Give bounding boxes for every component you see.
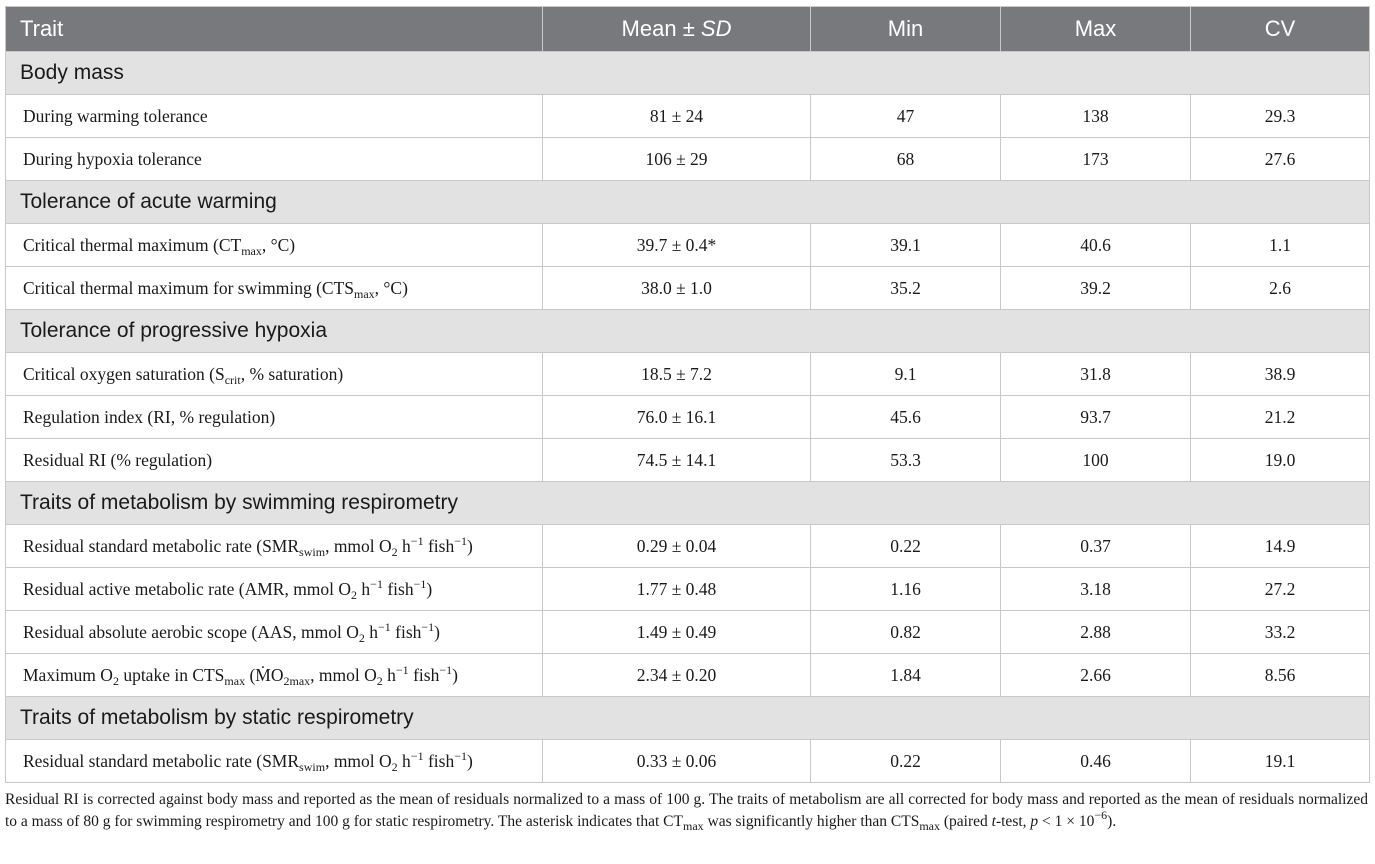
- trait-text: fish: [382, 578, 414, 599]
- trait-subscript: max: [354, 286, 375, 301]
- section-title: Tolerance of progressive hypoxia: [6, 310, 1370, 353]
- max-cell: 93.7: [1001, 396, 1191, 439]
- footnote-subscript: max: [682, 819, 704, 833]
- trait-subscript: max: [241, 243, 262, 258]
- trait-text: , mmol O: [310, 664, 377, 685]
- trait-text: Critical oxygen saturation (S: [23, 363, 225, 384]
- data-table-container: [5, 6, 1369, 783]
- footnote-text: -test,: [995, 813, 1031, 830]
- max-cell: 138: [1001, 95, 1191, 138]
- trait-text: fish: [423, 535, 455, 556]
- min-cell: 1.16: [811, 568, 1001, 611]
- cv-cell: 2.6: [1191, 267, 1370, 310]
- trait-subscript: max: [224, 673, 246, 688]
- trait-superscript: −1: [413, 576, 427, 591]
- table-row: [6, 353, 1370, 396]
- max-cell: 100: [1001, 439, 1191, 482]
- cv-cell: 38.9: [1191, 353, 1370, 396]
- mean-cell: 106 ± 29: [543, 138, 811, 181]
- section-row-swimming-respirometry: [6, 482, 1370, 525]
- table-row: [6, 224, 1370, 267]
- trait-subscript: 2: [358, 630, 365, 645]
- trait-text: h: [397, 750, 411, 771]
- trait-cell: Residual RI (% regulation): [6, 439, 543, 482]
- trait-superscript: −1: [454, 533, 467, 548]
- trait-text: , °C): [261, 234, 296, 255]
- cv-cell: 27.6: [1191, 138, 1370, 181]
- mean-cell: 39.7 ± 0.4*: [543, 224, 811, 267]
- trait-text: , °C): [374, 277, 408, 298]
- header-cv: CV: [1191, 7, 1370, 52]
- trait-cell: During hypoxia tolerance: [6, 138, 543, 181]
- mean-cell: 81 ± 24: [543, 95, 811, 138]
- trait-text: h: [364, 621, 378, 642]
- mean-cell: 1.49 ± 0.49: [543, 611, 811, 654]
- footnote-superscript: −6: [1094, 808, 1108, 822]
- table-row: [6, 439, 1370, 482]
- trait-text: fish: [390, 621, 422, 642]
- section-row-body-mass: [6, 52, 1370, 95]
- cv-cell: 14.9: [1191, 525, 1370, 568]
- cv-cell: 1.1: [1191, 224, 1370, 267]
- footnote-text: Residual RI is corrected against body mass and reported as the mean of residuals normalized to a mass of 100 g. The traits of metabolism are all corrected for body mass and reported as the mean of residuals normalized to a mass of 80 g for swimming respirometry and 100 g for static respirometry. The asterisk indicates that CT: [5, 791, 1368, 830]
- min-cell: 68: [811, 138, 1001, 181]
- trait-text: ): [466, 750, 473, 771]
- mean-cell: 1.77 ± 0.48: [543, 568, 811, 611]
- cv-cell: 29.3: [1191, 95, 1370, 138]
- section-row-progressive-hypoxia: [6, 310, 1370, 353]
- trait-cell: [6, 267, 543, 310]
- trait-text: , % saturation): [240, 363, 344, 384]
- min-cell: 0.22: [811, 740, 1001, 783]
- max-cell: 173: [1001, 138, 1191, 181]
- trait-cell: [6, 525, 543, 568]
- min-cell: 53.3: [811, 439, 1001, 482]
- min-cell: 9.1: [811, 353, 1001, 396]
- header-row: [6, 7, 1370, 52]
- trait-text: fish: [408, 664, 440, 685]
- mean-cell: 74.5 ± 14.1: [543, 439, 811, 482]
- table-row: [6, 568, 1370, 611]
- trait-text: uptake in CTS: [118, 664, 225, 685]
- section-title: Tolerance of acute warming: [6, 181, 1370, 224]
- trait-superscript: −1: [370, 576, 383, 591]
- trait-cell: [6, 611, 543, 654]
- footnote-italic-p: p: [1030, 813, 1039, 830]
- trait-text: Critical thermal maximum for swimming (CTS: [23, 277, 354, 298]
- trait-subscript: 2: [351, 587, 358, 602]
- section-title: Traits of metabolism by static respirometry: [6, 697, 1370, 740]
- trait-subscript: swim: [299, 544, 326, 559]
- cv-cell: 19.1: [1191, 740, 1370, 783]
- min-cell: 35.2: [811, 267, 1001, 310]
- cv-cell: 21.2: [1191, 396, 1370, 439]
- footnote-subscript: max: [919, 819, 941, 833]
- footnote-text: was significantly higher than CTS: [703, 813, 920, 830]
- header-mean-prefix: Mean ±: [621, 16, 701, 41]
- min-cell: 0.22: [811, 525, 1001, 568]
- min-cell: 45.6: [811, 396, 1001, 439]
- trait-superscript: −1: [377, 619, 391, 634]
- max-cell: 0.37: [1001, 525, 1191, 568]
- max-cell: 39.2: [1001, 267, 1191, 310]
- table-row: [6, 654, 1370, 697]
- trait-cell: [6, 740, 543, 783]
- trait-text: h: [397, 535, 411, 556]
- trait-text: , mmol O: [325, 535, 392, 556]
- trait-subscript: crit: [224, 372, 241, 387]
- mean-cell: 76.0 ± 16.1: [543, 396, 811, 439]
- cv-cell: 8.56: [1191, 654, 1370, 697]
- cv-cell: 27.2: [1191, 568, 1370, 611]
- max-cell: 2.88: [1001, 611, 1191, 654]
- mean-cell: 38.0 ± 1.0: [543, 267, 811, 310]
- trait-superscript: −1: [395, 662, 409, 677]
- footnote-italic-t: t: [991, 813, 996, 830]
- max-cell: 40.6: [1001, 224, 1191, 267]
- header-sd: SD: [700, 16, 732, 41]
- table-footnote: [5, 789, 1368, 833]
- trait-subscript: 2: [112, 673, 119, 688]
- trait-text: (ṀO: [245, 664, 284, 685]
- section-row-static-respirometry: [6, 697, 1370, 740]
- header-min: Min: [811, 7, 1001, 52]
- trait-subscript: swim: [299, 759, 326, 774]
- trait-subscript: 2: [376, 673, 383, 688]
- trait-text: ): [452, 664, 458, 685]
- max-cell: 31.8: [1001, 353, 1191, 396]
- trait-cell: [6, 568, 543, 611]
- trait-text: h: [357, 578, 371, 599]
- trait-cell: Regulation index (RI, % regulation): [6, 396, 543, 439]
- trait-superscript: −1: [410, 748, 424, 763]
- trait-cell: During warming tolerance: [6, 95, 543, 138]
- trait-subscript: 2: [391, 759, 398, 774]
- section-row-acute-warming: [6, 181, 1370, 224]
- trait-text: ): [434, 621, 440, 642]
- trait-text: h: [382, 664, 396, 685]
- mean-cell: 18.5 ± 7.2: [543, 353, 811, 396]
- trait-subscript: 2max: [283, 673, 311, 688]
- trait-text: Residual standard metabolic rate (SMR: [23, 535, 300, 556]
- table-row: [6, 396, 1370, 439]
- section-title: Traits of metabolism by swimming respirometry: [6, 482, 1370, 525]
- trait-cell: [6, 654, 543, 697]
- trait-superscript: −1: [410, 533, 424, 548]
- max-cell: 0.46: [1001, 740, 1191, 783]
- mean-cell: 0.33 ± 0.06: [543, 740, 811, 783]
- header-max: Max: [1001, 7, 1191, 52]
- footnote-text: ).: [1107, 813, 1117, 830]
- mean-cell: 0.29 ± 0.04: [543, 525, 811, 568]
- cv-cell: 19.0: [1191, 439, 1370, 482]
- trait-text: ): [426, 578, 433, 599]
- trait-text: ): [466, 535, 473, 556]
- trait-text: Maximum O: [23, 664, 113, 685]
- header-mean-sd: [543, 7, 811, 52]
- table-row: [6, 525, 1370, 568]
- table-row: [6, 267, 1370, 310]
- trait-text: Residual standard metabolic rate (SMR: [23, 750, 300, 771]
- min-cell: 1.84: [811, 654, 1001, 697]
- mean-cell: 2.34 ± 0.20: [543, 654, 811, 697]
- trait-text: , mmol O: [325, 750, 392, 771]
- table-row: [6, 740, 1370, 783]
- trait-text: fish: [423, 750, 455, 771]
- trait-superscript: −1: [454, 748, 467, 763]
- footnote-text: (paired: [940, 813, 992, 830]
- trait-text: Critical thermal maximum (CT: [23, 234, 242, 255]
- trait-cell: [6, 353, 543, 396]
- trait-cell: [6, 224, 543, 267]
- max-cell: 3.18: [1001, 568, 1191, 611]
- footnote-text: < 1 × 10: [1038, 813, 1095, 830]
- trait-subscript: 2: [391, 544, 398, 559]
- section-title: Body mass: [6, 52, 1370, 95]
- max-cell: 2.66: [1001, 654, 1191, 697]
- traits-table: [5, 6, 1370, 783]
- cv-cell: 33.2: [1191, 611, 1370, 654]
- table-row: [6, 138, 1370, 181]
- min-cell: 39.1: [811, 224, 1001, 267]
- min-cell: 47: [811, 95, 1001, 138]
- min-cell: 0.82: [811, 611, 1001, 654]
- trait-superscript: −1: [439, 662, 453, 677]
- header-trait: Trait: [6, 7, 543, 52]
- trait-superscript: −1: [421, 619, 435, 634]
- table-row: [6, 95, 1370, 138]
- table-row: [6, 611, 1370, 654]
- trait-text: Residual absolute aerobic scope (AAS, mmol O: [23, 621, 359, 642]
- trait-text: Residual active metabolic rate (AMR, mmol O: [23, 578, 352, 599]
